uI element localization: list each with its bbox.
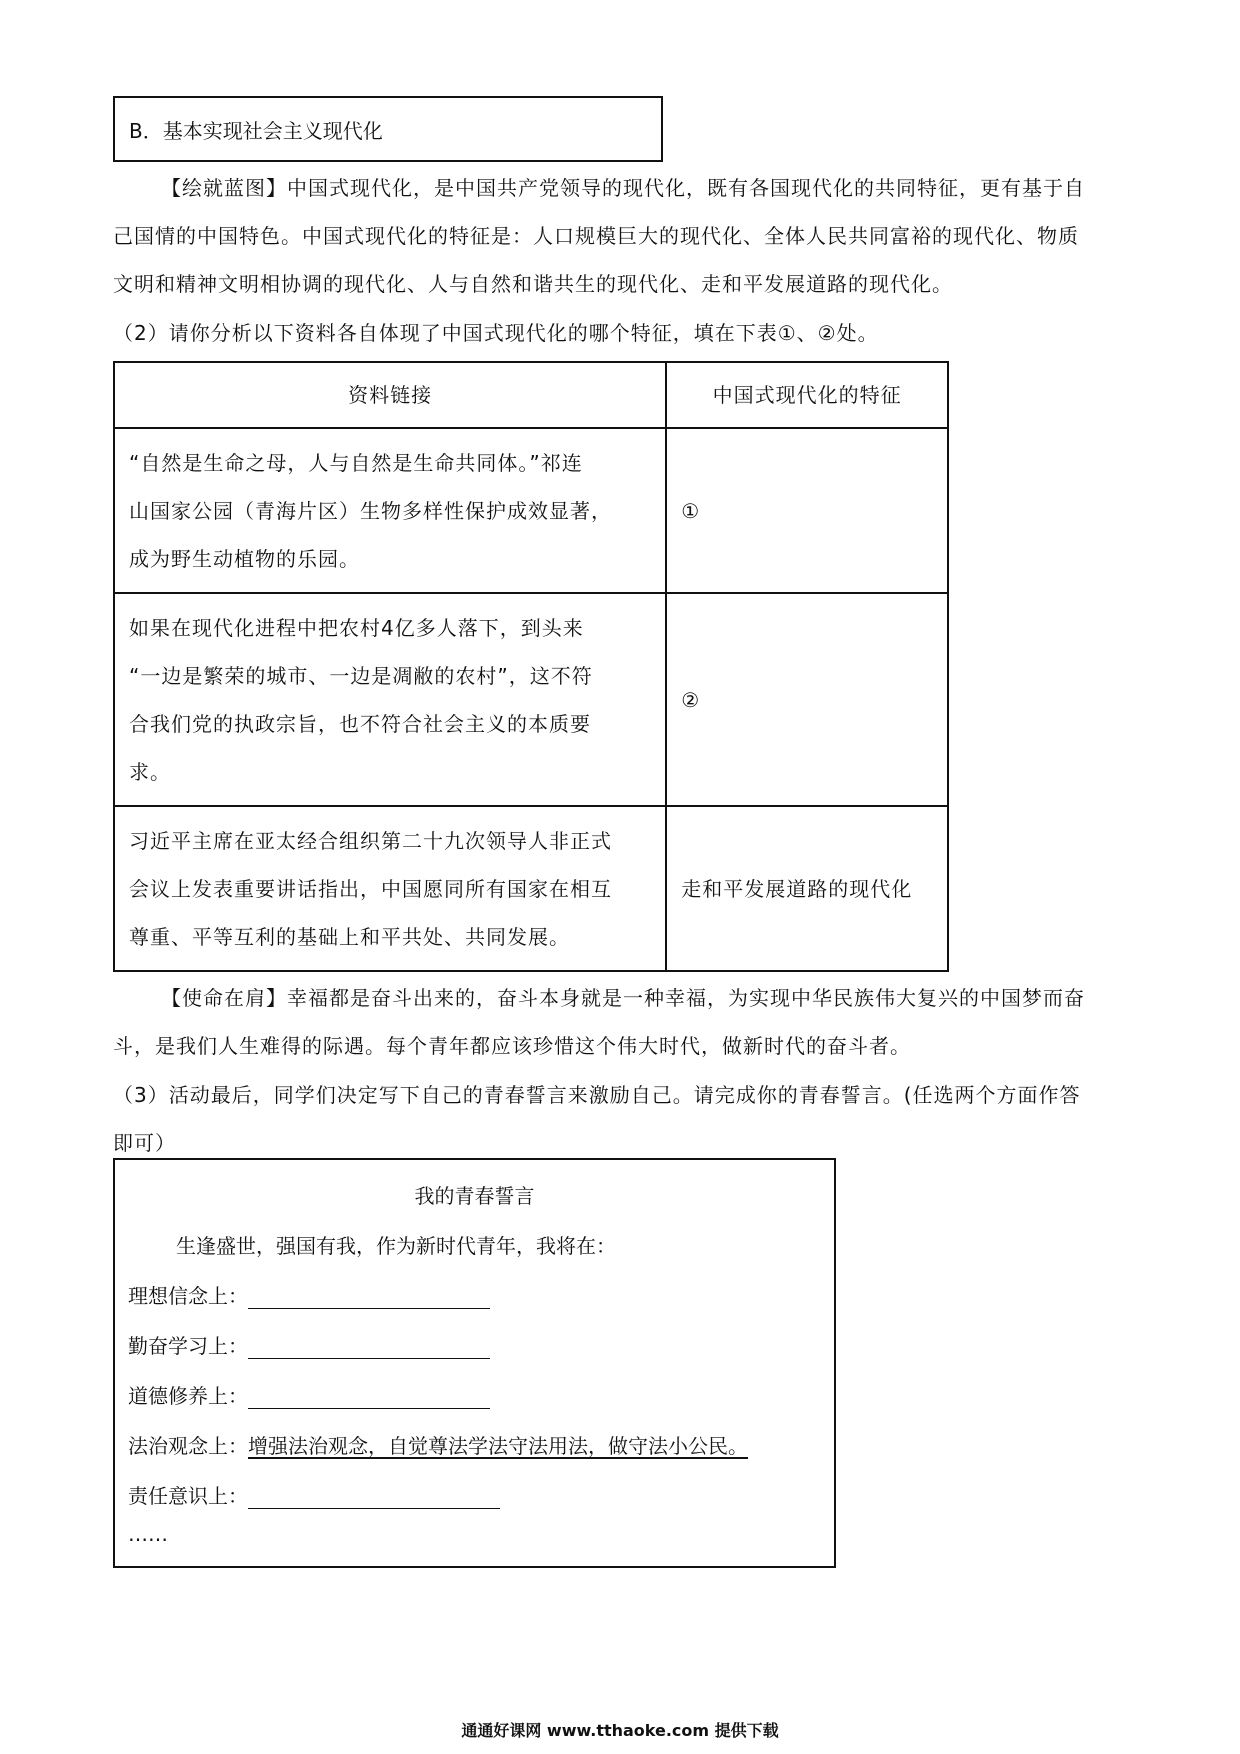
- oath-item-study: [128, 1330, 490, 1359]
- paragraph-line: 【绘就蓝图】中国式现代化，是中国共产党领导的现代化，既有各国现代化的共同特征，更有基于自: [161, 176, 1085, 200]
- question-line: （3）活动最后，同学们决定写下自己的青春誓言来激励自己。请完成你的青春誓言。(任选两个方面作答: [113, 1083, 1081, 1107]
- material-line: 会议上发表重要讲话指出，中国愿同所有国家在相互: [129, 876, 612, 901]
- paragraph-blueprint: [113, 164, 1129, 308]
- table-row: [114, 806, 948, 971]
- question-3: [113, 1071, 1129, 1167]
- paragraph-line: 斗，是我们人生难得的际遇。每个青年都应该珍惜这个伟大时代，做新时代的奋斗者。: [113, 1034, 911, 1058]
- header-feature: 中国式现代化的特征: [666, 362, 948, 428]
- table-header-row: [114, 362, 948, 428]
- oath-item-label: 法治观念上：: [128, 1434, 248, 1458]
- material-line: “自然是生命之母，人与自然是生命共同体。”祁连: [129, 450, 583, 475]
- oath-title: 我的青春誓言: [414, 1184, 535, 1208]
- question-2: （2）请你分析以下资料各自体现了中国式现代化的哪个特征，填在下表①、②处。: [113, 321, 879, 345]
- feature-answer-1[interactable]: ①: [666, 428, 948, 593]
- oath-intro: 生逢盛世，强国有我，作为新时代青年，我将在：: [176, 1234, 616, 1258]
- answer-blank[interactable]: [248, 1486, 500, 1509]
- oath-item-label: 责任意识上：: [128, 1484, 248, 1508]
- material-line: 习近平主席在亚太经合组织第二十九次领导人非正式: [129, 828, 612, 853]
- oath-item-label: 理想信念上：: [128, 1284, 248, 1308]
- header-material: 资料链接: [114, 362, 666, 428]
- material-cell: [114, 593, 666, 806]
- material-cell: [114, 806, 666, 971]
- oath-item-label: 道德修养上：: [128, 1384, 248, 1408]
- material-line: 合我们党的执政宗旨，也不符合社会主义的本质要: [129, 711, 591, 736]
- oath-item-law: [128, 1430, 748, 1459]
- oath-item-morality: [128, 1380, 490, 1409]
- feature-answer-2[interactable]: ②: [666, 593, 948, 806]
- oath-item-label: 勤奋学习上：: [128, 1334, 248, 1358]
- paragraph-line: 己国情的中国特色。中国式现代化的特征是：人口规模巨大的现代化、全体人民共同富裕的现代化、物质: [113, 224, 1079, 248]
- paragraph-mission: [113, 974, 1129, 1070]
- material-line: “一边是繁荣的城市、一边是凋敝的农村”，这不符: [129, 663, 593, 688]
- material-line: 山国家公园（青海片区）生物多样性保护成效显著，: [129, 498, 612, 523]
- table-row: [114, 428, 948, 593]
- answer-blank[interactable]: [248, 1336, 490, 1359]
- oath-ellipsis: ……: [128, 1522, 168, 1546]
- answer-blank[interactable]: [248, 1386, 490, 1409]
- oath-item-responsibility: [128, 1480, 500, 1509]
- option-b-text: B．基本实现社会主义现代化: [129, 118, 383, 143]
- paragraph-line: 文明和精神文明相协调的现代化、人与自然和谐共生的现代化、走和平发展道路的现代化。: [113, 272, 953, 296]
- answer-text: 增强法治观念，自觉尊法学法守法用法，做守法小公民。: [248, 1434, 748, 1458]
- material-cell: [114, 428, 666, 593]
- answer-blank[interactable]: [248, 1286, 490, 1309]
- question-line: 即可）: [113, 1131, 176, 1155]
- feature-answer-3: 走和平发展道路的现代化: [666, 806, 948, 971]
- table-row: [114, 593, 948, 806]
- footer-watermark: 通通好课网 www.tthaoke.com 提供下载: [461, 1721, 779, 1740]
- material-line: 尊重、平等互利的基础上和平共处、共同发展。: [129, 924, 570, 949]
- material-line: 成为野生动植物的乐园。: [129, 546, 360, 571]
- option-box: [113, 96, 663, 162]
- oath-box: [113, 1158, 836, 1568]
- material-line: 求。: [129, 759, 171, 784]
- paragraph-line: 【使命在肩】幸福都是奋斗出来的，奋斗本身就是一种幸福，为实现中华民族伟大复兴的中国梦而奋: [161, 986, 1085, 1010]
- material-line: 如果在现代化进程中把农村4亿多人落下，到头来: [129, 615, 584, 640]
- oath-item-ideal: [128, 1280, 490, 1309]
- feature-table: [113, 361, 949, 972]
